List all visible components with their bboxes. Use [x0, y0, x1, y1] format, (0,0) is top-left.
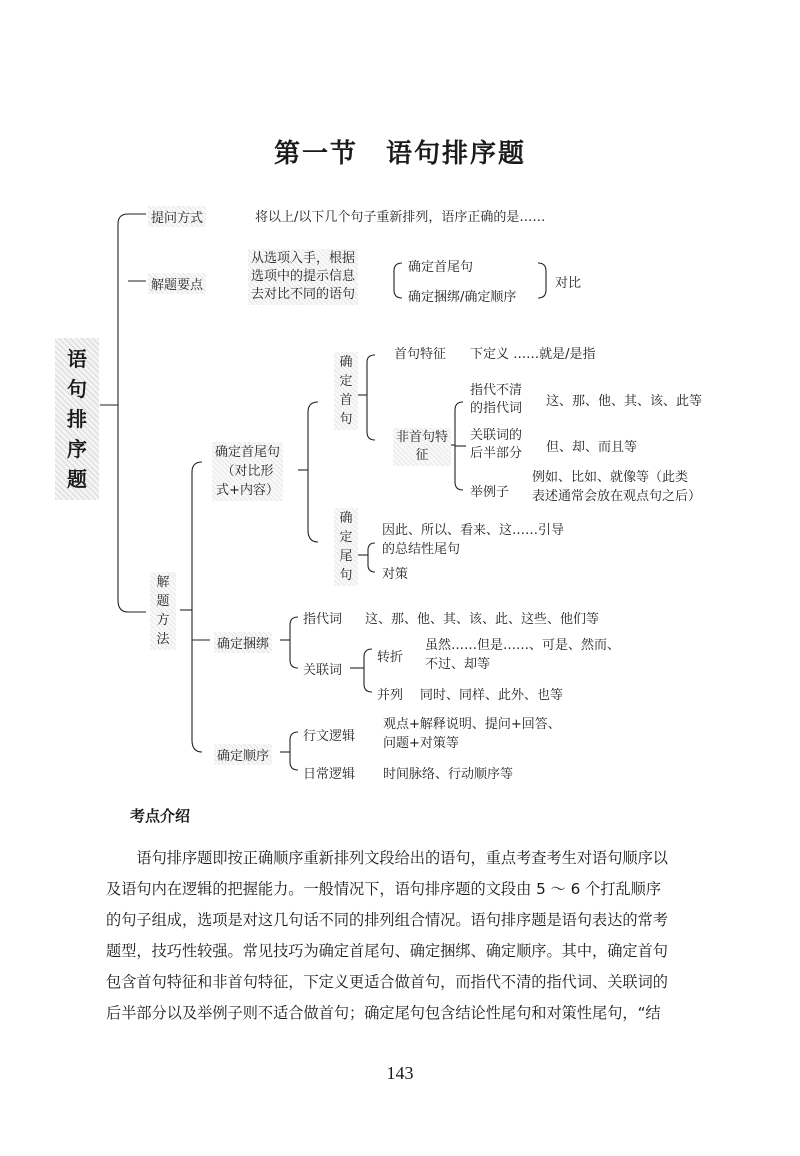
nf2-label — [470, 427, 522, 463]
nf2-line: 关联词的 — [470, 428, 523, 443]
parallel-text: 同时、同样、此外、也等 — [420, 688, 564, 703]
nf1-text: 这、那、他、其、该、此等 — [546, 394, 703, 409]
method-label: 解题方法 — [150, 572, 176, 650]
logic-writing-text — [383, 715, 561, 753]
last-sentence-label: 确定尾句 — [334, 508, 358, 586]
key-item-bind-order: 确定捆绑/确定顺序 — [408, 290, 517, 305]
first-feature: 首句特征 — [394, 347, 447, 362]
non-first-feature: 非首句特征 — [393, 428, 451, 466]
key-text-line: 去对比不同的语句 — [251, 287, 356, 302]
turn-line: 不过、却等 — [425, 657, 491, 672]
key-compare: 对比 — [555, 276, 582, 291]
paragraph-line: 后半部分以及举例子则不适合做首句；确定尾句包含结论性尾句和对策性尾句，“结 — [106, 1004, 661, 1022]
turn-label: 转折 — [377, 650, 404, 665]
last-summary — [382, 521, 564, 559]
nf2-line: 后半部分 — [470, 446, 523, 461]
key-item-first-last: 确定首尾句 — [408, 260, 474, 275]
key-label: 解题要点 — [148, 273, 206, 294]
paragraph-line: 语句排序题即按正确顺序重新排列文段给出的语句，重点考查考生对语句顺序以 — [106, 849, 668, 867]
logic1-line: 问题+对策等 — [383, 736, 459, 751]
nf1-line: 的指代词 — [470, 401, 523, 416]
last-countermeasure: 对策 — [382, 567, 409, 582]
last-line: 的总结性尾句 — [382, 542, 461, 557]
ask-label: 提问方式 — [148, 206, 206, 227]
section-heading: 考点介绍 — [130, 807, 191, 825]
method-bind: 确定捆绑 — [214, 632, 272, 653]
nf3-line: 表述通常会放在观点句之后） — [532, 489, 702, 504]
page-number: 143 — [386, 1063, 414, 1083]
nf3-line: 例如、比如、就像等（此类 — [532, 470, 689, 485]
nf1-label — [470, 382, 522, 418]
key-text-line: 从选项入手，根据 — [251, 251, 356, 266]
turn-text — [425, 636, 620, 674]
conjunction-label: 关联词 — [303, 663, 343, 678]
method-order: 确定顺序 — [214, 744, 272, 765]
method-first-last — [212, 442, 283, 501]
last-line: 因此、所以、看来、这……引导 — [382, 523, 565, 538]
nf3-text — [532, 468, 701, 506]
nf2-text: 但、却、而且等 — [546, 440, 638, 455]
paragraph-line: 及语句内在逻辑的把握能力。一般情况下，语句排序题的文段由 5 ～ 6 个打乱顺序 — [106, 880, 662, 898]
m1-line: 确定首尾句 — [215, 445, 281, 460]
logic1-line: 观点+解释说明、提问+回答、 — [383, 717, 561, 732]
root-node — [55, 338, 99, 500]
key-text-line: 选项中的提示信息 — [251, 269, 356, 284]
page-title: 第一节 语句排序题 — [273, 139, 526, 169]
nf3-label: 举例子 — [470, 485, 510, 500]
paragraph-line: 的句子组成，选项是对这几句话不同的排列组合情况。语句排序题是语句表达的常考 — [106, 911, 668, 929]
logic-daily-text: 时间脉络、行动顺序等 — [383, 767, 514, 782]
root-label: 语句排序题 — [67, 347, 87, 491]
m1-line: （对比形 — [221, 464, 274, 479]
m1-line: 式+内容） — [216, 483, 279, 498]
key-text — [248, 249, 358, 305]
paragraph-line: 包含首句特征和非首句特征，下定义更适合做首句，而指代不清的指代词、关联词的 — [106, 973, 668, 991]
body-paragraph — [106, 843, 706, 1029]
nf1-line: 指代不清 — [470, 383, 523, 398]
first-sentence-label: 确定首句 — [334, 352, 358, 430]
logic-daily-label: 日常逻辑 — [303, 767, 356, 782]
first-feature-text: 下定义 ……就是/是指 — [470, 347, 596, 362]
ask-text: 将以上/以下几个句子重新排列，语序正确的是…… — [255, 210, 546, 225]
turn-line: 虽然……但是……、可是、然而、 — [425, 638, 621, 653]
pronoun-label: 指代词 — [303, 612, 343, 627]
parallel-label: 并列 — [377, 688, 404, 703]
logic-writing-label: 行文逻辑 — [303, 729, 356, 744]
paragraph-line: 题型，技巧性较强。常见技巧为确定首尾句、确定捆绑、确定顺序。其中，确定首句 — [106, 942, 668, 960]
pronoun-text: 这、那、他、其、该、此、这些、他们等 — [365, 612, 600, 627]
